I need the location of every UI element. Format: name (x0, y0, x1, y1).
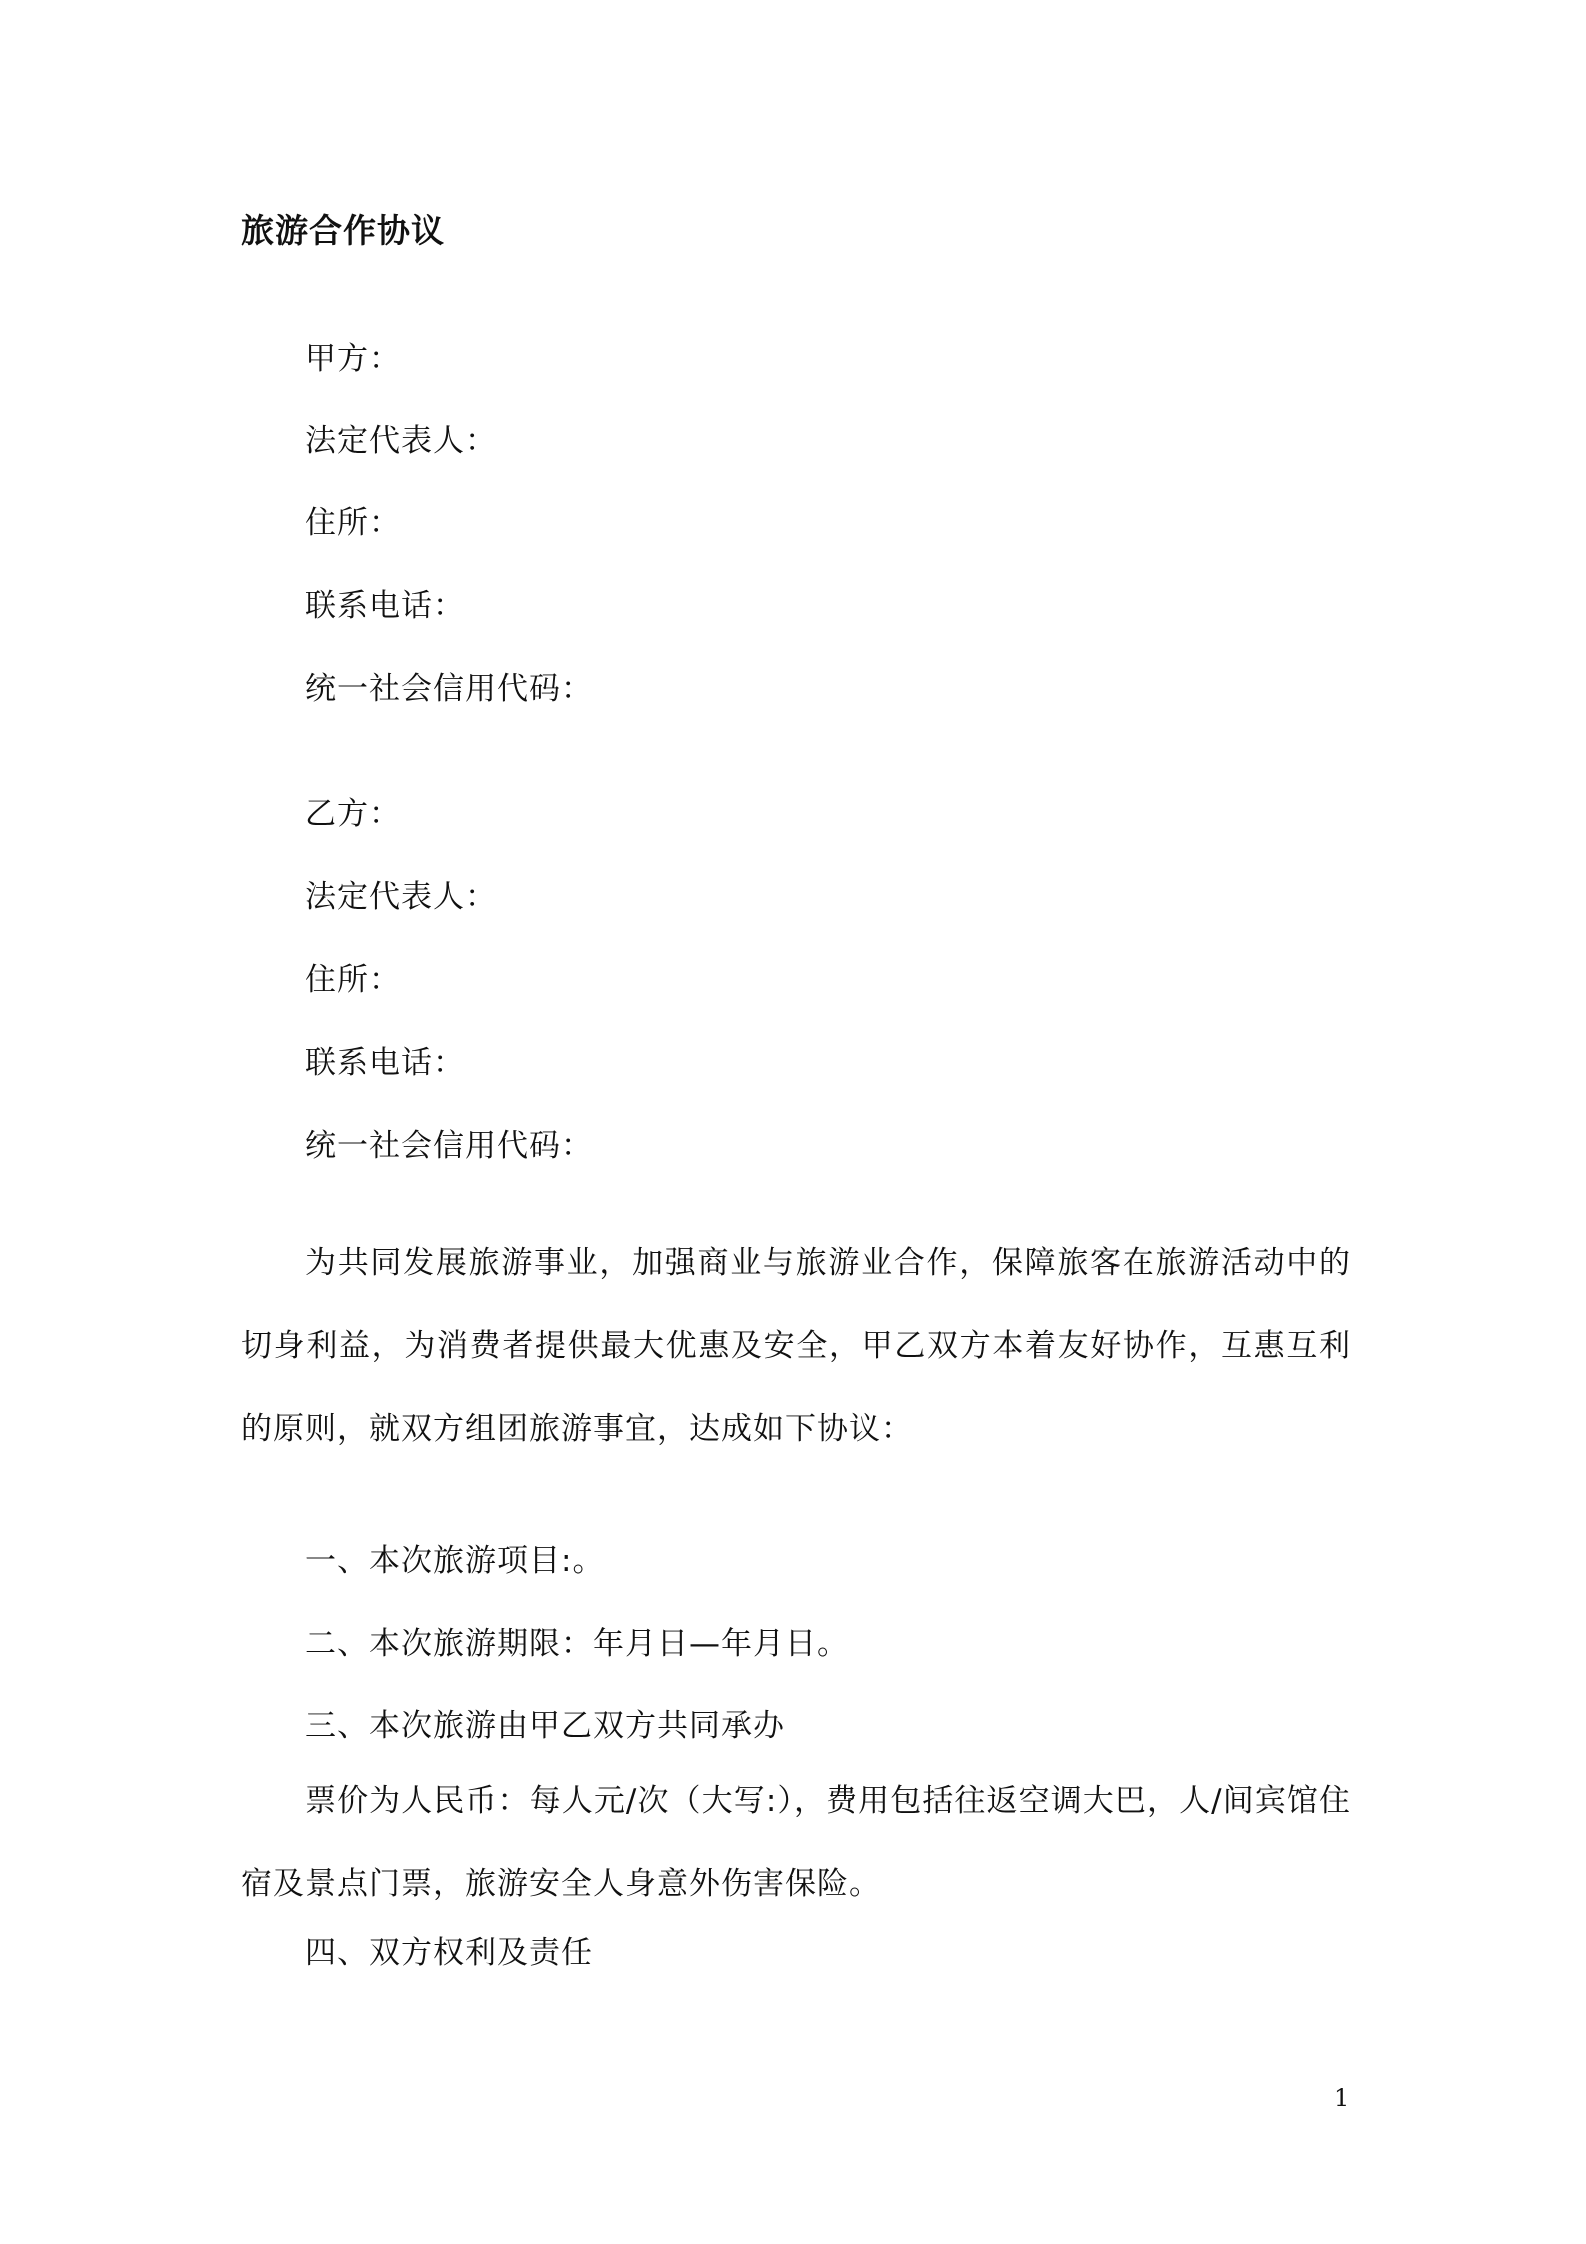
party-b-credit-code: 统一社会信用代码： (305, 1128, 593, 1164)
party-a-credit-code: 统一社会信用代码： (305, 671, 593, 707)
party-b-label: 乙方： (305, 796, 401, 832)
clause-4: 四、双方权利及责任 (305, 1935, 593, 1971)
party-a-phone: 联系电话： (305, 588, 465, 624)
clause-3: 三、本次旅游由甲乙双方共同承办 (305, 1708, 785, 1744)
clause-2: 二、本次旅游期限：年月日—年月日。 (305, 1626, 849, 1662)
party-b-address: 住所： (305, 962, 401, 998)
document-title: 旅游合作协议 (241, 211, 445, 250)
preamble-paragraph: 为共同发展旅游事业，加强商业与旅游业合作，保障旅客在旅游活动中的切身利益，为消费者提供最大优惠及安全，甲乙双方本着友好协作，互惠互利的原则，就双方组团旅游事宜，达成如下协议： (241, 1245, 1351, 1447)
party-b-legal-rep: 法定代表人： (305, 879, 497, 915)
page-number: 1 (1334, 2084, 1350, 2112)
party-a-address: 住所： (305, 505, 401, 541)
clause-1: 一、本次旅游项目:。 (305, 1543, 605, 1579)
ticket-price-paragraph: 票价为人民币：每人元/次（大写:），费用包括往返空调大巴，人/间宾馆住宿及景点门票，旅游安全人身意外伤害保险。 (241, 1783, 1351, 1902)
party-a-label: 甲方： (305, 341, 401, 377)
party-a-legal-rep: 法定代表人： (305, 423, 497, 459)
party-b-phone: 联系电话： (305, 1045, 465, 1081)
